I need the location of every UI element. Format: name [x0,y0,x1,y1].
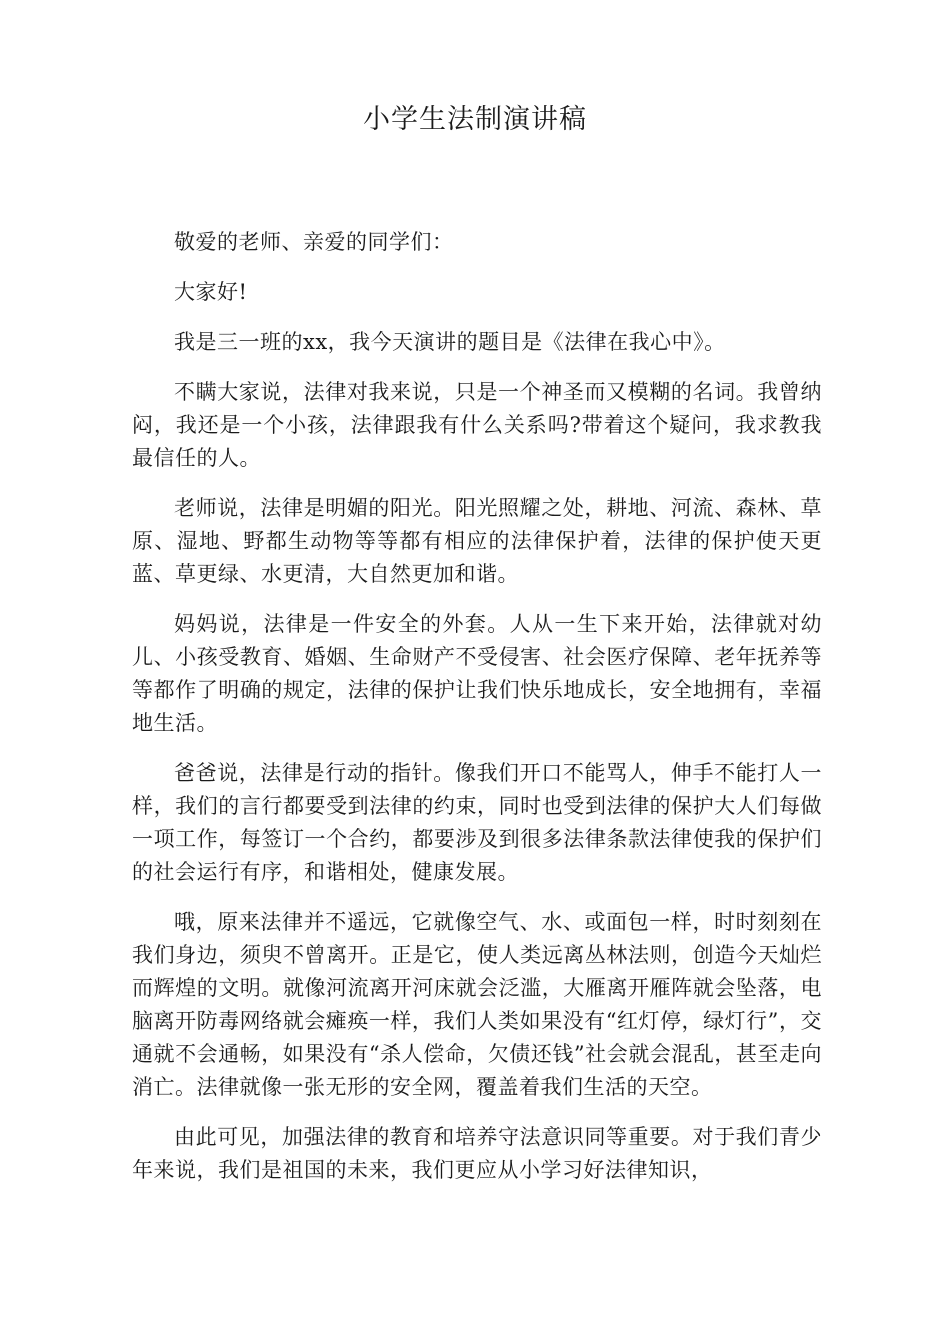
paragraph-greeting: 大家好! [174,280,248,304]
paragraph: 妈妈说，法律是一件安全的外套。人从一生下来开始，法律就对幼儿、小孩受教育、婚姻、生命财产不受侵害、社会医疗保障、老年抚养等等都作了明确的规定，法律的保护让我们快乐地成长，安全地拥有，幸福地生活。 [132,612,822,735]
paragraph-salutation: 敬爱的老师、亲爱的同学们： [174,230,454,254]
paragraph: 不瞒大家说，法律对我来说，只是一个神圣而又模糊的名词。我曾纳闷，我还是一个小孩，法律跟我有什么关系吗?带着这个疑问，我求教我最信任的人。 [132,380,822,470]
paragraph: 哦，原来法律并不遥远，它就像空气、水、或面包一样，时时刻刻在我们身边，须臾不曾离开。正是它，使人类远离丛林法则，创造今天灿烂而辉煌的文明。就像河流离开河床就会泛滥，大雁离开雁阵就会坠落，电脑离开防毒网络就会瘫痪一样，我们人类如果没有“红灯停，绿灯行”，交通就不会通畅，如果没有“杀人偿命，欠债还钱”社会就会混乱，甚至走向消亡。法律就像一张无形的安全网，覆盖着我们生活的天空。 [132,910,822,1099]
document-body [132,226,822,1204]
paragraph: 老师说，法律是明媚的阳光。阳光照耀之处，耕地、河流、森林、草原、湿地、野都生动物等等都有相应的法律保护着，法律的保护使天更蓝、草更绿、水更清，大自然更加和谐。 [132,496,822,586]
paragraph: 爸爸说，法律是行动的指针。像我们开口不能骂人，伸手不能打人一样，我们的言行都要受到法律的约束，同时也受到法律的保护大人们每做一项工作，每签订一个合约，都要涉及到很多法律条款法律使我的保护们的社会运行有序，和谐相处，健康发展。 [132,761,822,884]
paragraph-introduction: 我是三一班的xx，我今天演讲的题目是《法律在我心中》。 [174,330,726,354]
document-title: 小学生法制演讲稿 [363,104,587,135]
paragraph: 由此可见，加强法律的教育和培养守法意识同等重要。对于我们青少年来说，我们是祖国的未来，我们更应从小学习好法律知识， [132,1125,822,1182]
